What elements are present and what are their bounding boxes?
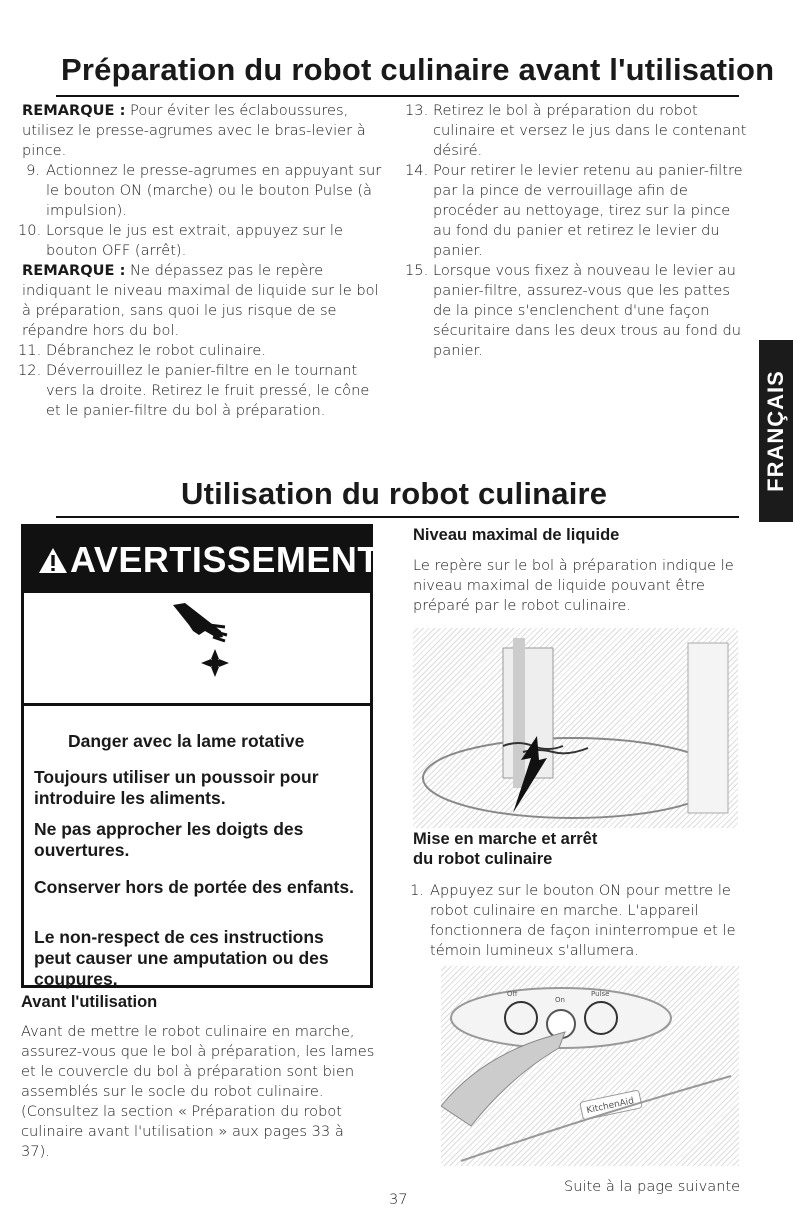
continued-note: Suite à la page suivante [564, 1178, 741, 1195]
step-number: 13. [405, 102, 429, 119]
off-button-label: Off [507, 990, 518, 998]
warning-line-4: Le non-respect de ces instructions peut causer une amputation ou des coupures. [34, 927, 329, 989]
section-rule [56, 516, 739, 518]
warning-line-3: Conserver hors de portée des enfants. [34, 877, 354, 897]
step-10 [18, 221, 382, 261]
step-number: 15. [405, 262, 429, 279]
step-text: Appuyez sur le bouton ON pour mettre le robot culinaire en marche. L'appareil fonctionnera de façon ininterrompue et le témoin lumineux s'allumera. [430, 882, 736, 959]
max-liquid-title: Niveau maximal de liquide [413, 526, 620, 544]
step-9 [18, 161, 382, 221]
on-off-step-1 [402, 881, 742, 961]
section-title: Utilisation du robot culinaire [181, 476, 608, 511]
step-text: Retirez le bol à préparation du robot culinaire et versez le jus dans le contenant désiré. [433, 102, 747, 159]
step-14 [405, 161, 750, 261]
bowl-max-fill-photo [413, 628, 738, 828]
on-off-title-2: du robot culinaire [413, 850, 553, 868]
note-text: Ne dépassez pas le repère indiquant le niveau maximal de liquide sur le bol à préparation, sans quoi le jus risque de se répandre hors du bol. [22, 262, 379, 339]
step-number: 10. [18, 222, 42, 239]
note-text: Pour éviter les éclaboussures, utilisez le presse-agrumes avec le bras-levier à pince. [22, 102, 366, 159]
brand-label: KitchenAid [585, 1096, 635, 1117]
before-use-text: Avant de mettre le robot culinaire en marche, assurez-vous que le bol à préparation, les lames et le couvercle du bol à préparation sont bien assemblés sur le socle du robot culinaire. (Consultez la section « Préparation du robot culinaire avant l'utilisation » aux pages 33 à 37). [21, 1023, 375, 1160]
warning-heading [38, 539, 380, 581]
title-rule [56, 95, 739, 97]
warning-box [21, 524, 380, 989]
step-text: Lorsque le jus est extrait, appuyez sur le bouton OFF (arrêt). [46, 222, 343, 259]
note-label: REMARQUE : [22, 102, 126, 119]
warning-header [24, 527, 380, 593]
pulse-button-label: Pulse [591, 990, 610, 998]
note-2 [22, 261, 382, 341]
control-panel-photo [441, 966, 739, 1166]
step-text: Débranchez le robot culinaire. [46, 342, 266, 359]
on-off-title-1: Mise en marche et arrêt [413, 830, 598, 848]
step-text: Actionnez le presse-agrumes en appuyant sur le bouton ON (marche) ou le bouton Pulse (à impulsion). [46, 162, 382, 219]
control-panel-illustration [441, 966, 739, 1166]
on-button-label: On [555, 996, 565, 1004]
language-tab [759, 340, 793, 522]
warning-heading-text: AVERTISSEMENT [70, 539, 380, 580]
step-15 [405, 261, 750, 361]
bowl-illustration [413, 628, 738, 828]
warning-triangle-icon [38, 547, 68, 574]
language-tab-label: FRANÇAIS [763, 370, 788, 492]
before-use-title: Avant l'utilisation [21, 993, 158, 1011]
step-12 [18, 361, 382, 421]
warning-danger: Danger avec la lame rotative [68, 731, 305, 751]
max-liquid-text: Le repère sur le bol à préparation indique le niveau maximal de liquide pouvant être préparé par le robot culinaire. [413, 557, 734, 614]
prep-left-column [18, 101, 382, 421]
step-number: 9. [26, 162, 40, 179]
page-number: 37 [389, 1191, 408, 1208]
rotating-blade-hand-icon [169, 601, 239, 681]
page-title: Préparation du robot culinaire avant l'utilisation [61, 52, 775, 87]
step-13 [405, 101, 750, 161]
step-text: Pour retirer le levier retenu au panier-filtre par la pince de verrouillage afin de procéder au nettoyage, tirez sur la pince au fond du panier et retirez le levier du panier. [433, 162, 743, 259]
step-text: Déverrouillez le panier-filtre en le tournant vers la droite. Retirez le fruit pressé, le cône et le panier-filtre du bol à préparation. [46, 362, 370, 419]
note-label: REMARQUE : [22, 262, 126, 279]
prep-right-column [405, 101, 750, 361]
step-11 [18, 341, 382, 361]
step-number: 12. [18, 362, 42, 379]
warning-line-1: Toujours utiliser un poussoir pour introduire les aliments. [34, 767, 319, 808]
note-1 [22, 101, 382, 161]
warning-divider [24, 703, 370, 706]
step-text: Lorsque vous fixez à nouveau le levier au panier-filtre, assurez-vous que les pattes de la pince s'enclenchent d'une façon sécuritaire dans les deux trous au fond du panier. [433, 262, 742, 359]
step-number: 11. [18, 342, 42, 359]
warning-line-2: Ne pas approcher les doigts des ouvertures. [34, 819, 304, 860]
step-number: 14. [405, 162, 429, 179]
step-number: 1. [410, 882, 424, 899]
